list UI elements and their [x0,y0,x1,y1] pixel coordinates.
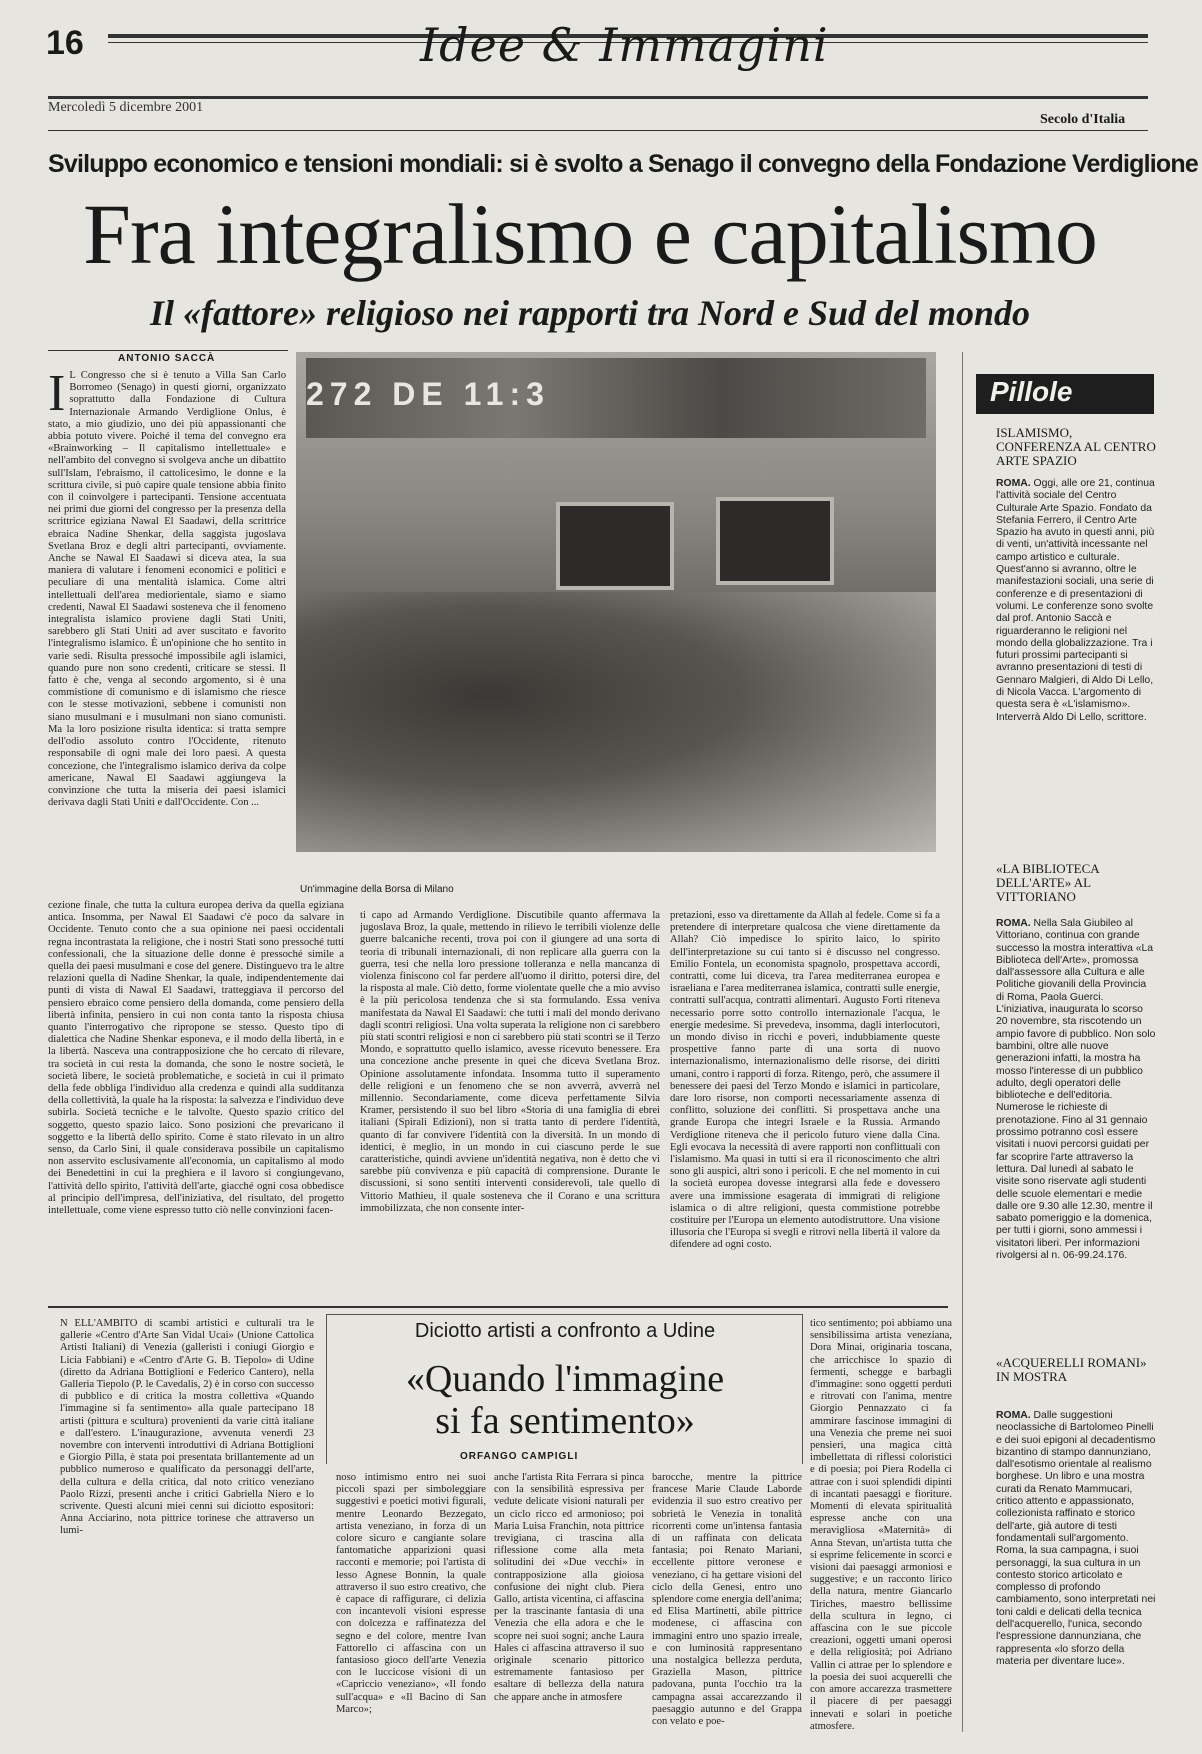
second-article-column-1: N ELL'AMBITO di scambi artistici e culturali tra le gallerie «Centro d'Arte San Vidal Ucai» (Unione Cattolica Artisti Italiani) di Venezia (galleristi i coniugi Giorgio e Licia Fabbiani) e «Centro d'Arte G. B. Tiepolo» di Udine (diretto da Adriana Bottiglioni e Federico Cantero), nella Galleria Tiepolo (P. le Cavedalis, 2) è in corso con successo di pubblico e di critica la mostra collettiva «Quando l'immagine si fa sentimento» alla quale partecipano 18 artisti (pittura e scultura) provenienti da varie città italiane e dall'estero. L'inaugurazione, avvenuta venerdì 23 novembre con interventi introduttivi di Adriana Bottiglioni e Giorgio Pilla, è stata poi presentata brillantemente ad un pubblico numeroso e qualificato da personaggi dell'arte, della cultura e della critica, dal noto critico veneziano Paolo Rizzi, presenti anche i critici Gabriella Niero e lo scrivente. Questi alcuni miei cenni sui diciotto espositori: Anna Acciarino, nota pittrice torinese che attraverso un lumi- [60,1318,314,1537]
second-article-title: «Quando l'immagine si fa sentimento» [405,1358,725,1442]
sidebar-item-title: «LA BIBLIOTECA DELL'ARTE» AL VITTORIANO [996,861,1099,904]
crowd-shape [296,592,936,852]
second-article-title-frame [802,1314,803,1464]
second-article-title-frame [326,1314,327,1464]
monitor-shape [716,497,834,585]
issue-date: Mercoledì 5 dicembre 2001 [48,100,204,115]
second-article-column-2: noso intimismo entro nei suoi piccoli spazi per simboleggiare suggestivi e poetici motivi figurali, mentre Leonardo Bezzegato, artista veneziano, in forza di un colore sicuro e cangiante solare fantomatiche apparizioni quasi racconti e memorie; poi l'artista di lesso Agnese Bonnin, la quale attraverso il suo estro creativo, che è capace di raffigurare, ci delizia con incantevoli visioni espresse con dolcezza e raffinatezza del segno e del colore, mentre Ivan Fattorello ci affascina con un fantasioso gioco dell'arte Venezia con le luccicose visioni di un «Capriccio veneziano», «Il fondo sull'acqua» e «Il Bacino di San Marco»; [336,1472,486,1715]
sidebar-item-title: «ACQUERELLI ROMANI» IN MOSTRA [996,1355,1147,1384]
header-rule-bottom [48,96,1148,99]
sidebar-label: Pillole [990,376,1073,407]
article-byline: ANTONIO SACCÀ [118,353,216,364]
article-column-2: ti capo ad Armando Verdiglione. Discutibile quanto affermava la jugoslava Broz, la quale, mettendo in rilievo le terribili violenze delle guerre balcaniche recenti, trova poi con il giungere ad una sorta di teoria di tribunali internazionali, di non replicare alla guerra con la guerra, tesi che nella loro pressione tolleranza e nella mancanza di violenza finiscono col far perdere all'uomo il diritto, potersi dire, del la risposta al male. Ciò detto, forme violentate quelle che a mio avviso è la più pericolosa tendenza che si sta formulando. Essa veniva manifestata da Nawal El Saadawi: che tutti i mali del mondo derivano dagli scontri religiosi. Una volta superata la religione non ci sarebbero più stati scontri religiosi e non ci sarebbero più stati scontri se il Terzo Mondo, e soprattutto quello islamico, avesse ricevuto benessere. Era una concezione anche presente in quei che diceva Svetlana Broz. Opinione assolutamente infondata. Insomma tutto il superamento delle religioni e un fenomeno che se non avverrà, avverrà nel millennio. Secondariamente, come diceva perfettamente Silvia Kramer, persistendo il suo bel libro «Storia di una famiglia di ebrei italiani (Spirali Edizioni), non si tratta tanto di perdere l'identità, quanto di far convivere l'identità con la diversità. In un mondo di identici, è meglio, in un mondo in cui ciascuno perde le sue caratteristiche, quindi avviene un'identità negativa, non è detto che vi sarebbe più convivenza e più capacità di comprensione. Durante le discussioni, si sono sentiti interventi considerevoli, tale quello di Vittorio Mathieu, il quale sosteneva che il Corano e una scrittura immobilizzata, che non consente inter- [360,910,660,1214]
second-article-kicker: Diciotto artisti a confronto a Udine [414,1320,716,1342]
sidebar-item-body: ROMA. Dalle suggestioni neoclassiche di Bartolomeo Pinelli e dei suoi epigoni al decadentismo bizantino di stampo dannunziano, dall'esotismo orientale al realismo borghese. Un libro e una mostra curati da Renato Mammucari, critico attento e appassionato, collezionista raffinato e storico dell'arte, già autore di testi fondamentali sull'argomento. Roma, la sua campagna, i suoi personaggi, la sua cultura in un contesto storico articolato e complesso di profondo cambiamento, sono interpretati nei toni caldi e delicati della tecnica dell'acquerello, l'unica, secondo l'espressione dannunziana, che rappresenta «lo sforzo della materia per diventare luce». [996,1410,1156,1667]
article-column-1b: cezione finale, che tutta la cultura europea deriva da quella egiziana antica. Insomma, per Nawal El Saadawi c'è poco da salvare in Occidente. Tenuto conto che a sua opinione nei paesi occidentali regna incontrastata la religione, che i nostri Stati sono pressoché tutti confessionali, che la situazione delle donne è pressoché simile a quella dei paesi musulmani e cose del genere. Distinguevo tra le altre relazioni quella di Nadine Shenkar, la quale, indipendentemente dai punti di vista di Nawal El Saadawi, tratteggiava il percorso del pensiero ebraico come pensiero della domanda, come pensiero della libertà infinita, pensiero in cui non conta tanto la risposta chiusa quanto l'interrogativo che ripropone se stesso. Questo tipo di dialettica che Nadine Shenkar esponeva, e il modo della libertà, in e la libertà. Nasceva una contrapposizione che ho cercato di rilevare, tra società in cui resta la domanda, che sono le nostre società, le società libere, le società problematiche, e società in cui il primato della fede obbliga l'individuo alla credenza e quindi alla sudditanza della collettività, la quale ha la risposta: la salvezza e l'individuo deve subirla. Società tecniche e le talvolte. Questo spazio critico del soggetto, questo spazio laico. Sono posizioni che prevaricano il soggetto e la libertà dello spirito. Come è stato rilevato in un altro senso, da Carlo Sini, il quale considerava possibile un capitalismo non asservito esclusivamente all'economia, un capitalismo al modo dei Benedettini in cui la preghiera e il lavoro si congiungevano, l'attività dello spirito, l'attività dell'arte, giacché ogni cosa obbedisce al principio dell'impresa, dell'iniziativa, del risultato, del progetto intellettuale, come viene espresso tutto ciò nelle convinzioni facen- [48,900,344,1217]
second-article-title-frame [326,1314,803,1315]
stock-exchange-photo [296,352,936,852]
photo-caption: Un'immagine della Borsa di Milano [300,884,454,895]
monitor-shape [556,502,674,590]
second-article-column-5: tico sentimento; poi abbiamo una sensibilissima artista veneziana, Dora Minai, originaria toscana, che arricchisce lo spazio di fermenti, schegge e barbagli d'immagine: sono oggetti perduti e ritrovati con l'anima, mentre Giorgio Pennazzato ci fa ammirare fascinose immagini di una Venezia che preme nei suoi pensieri, una magica città imbellettata di riflessi coloristici e di poesia; poi Piera Rodella ci attrae con i suoi splendidi dipinti di incantati paesaggi e fioriture. Momenti di elevata spiritualità espresse anche con una meravigliosa «Maternità» di Anna Stevan, un'artista tutta che si esprime felicemente in scorci e visioni dai paesaggi armoniosi e suggestive; e un racconto lirico della natura, mentre Giancarlo Tiriches, maestro bellissime della scultura in legno, ci affascina con le sue piccole creazioni, oggetti umani operosi e della religiosità; poi Adriano Vallin ci attrae per lo splendore e la poesia dei suoi acquerelli che con amore accarezza trasmettere il piacere di per paesaggi innevati e solari in poetiche atmosfere. [810,1318,952,1732]
second-article-column-4: barocche, mentre la pittrice francese Marie Claude Laborde evidenzia il suo estro creativo per sobrietà le Venezia in tonalità ricorrenti come un'intensa fantasia di un raffinata con delicata fantasia; poi Renato Mariani, eccellente pittore veronese e veneziano, ci ha gettare visioni del ciclo della Genesi, entro uno splendore come energia dell'anima; ed Elisa Martinetti, abile pittrice modenese, ci affascina con immagini entro uno spazio irreale, e con luminosità rappresentano una nostalgica bellezza perduta, Graziella Mason, pittrice padovana, punta l'occhio tra la campagna assai accarezzando il paesaggio autunno e del Grappa con velato e poe- [652,1472,802,1728]
quote-board-text: 272 DE 11:3 [306,376,550,412]
article-column-3: pretazioni, esso va direttamente da Allah al fedele. Come si fa a pretendere di interpretare qualcosa che viene direttamente da Allah? Ciò impedisce lo spirito laico, lo spirito dell'interpretazione su cui tanto si è discusso nel congresso. Emilio Fontela, un economista spagnolo, prospettava accordi, contratti, come lui diceva, tra l'area mediterranea europea e israeliana e l'area mediterranea islamica, contratti sulle energie, contratti sull'acqua, contratti alimentari. Augusto Forti riteneva necessario porre sotto controllo internazionale l'acqua, le energie medesime. Si prevedeva, insomma, dagli interlocutori, un mondo diviso in ricchi e poveri, indubbiamente queste prospettive fanno parte di una sorta di nuovo internazionalismo, internazionalismo delle risorse, dei diritti umani, contro i rapporti di forza. Ritengo, però, che assumere il benessere dei paesi del Terzo Mondo e islamici in particolare, dare loro risorse, non comporti necessariamente assenza di conflitto, soluzione dei conflitti. Si prospettava anche una grande Europa che integri Israele e la Russia. Armando Verdiglione riteneva che il pericolo futuro viene dalla Cina. Egli evocava la necessità di avere rapporti non conflittuali con l'islamismo. Ma quasi in tutti si era il riconoscimento che altri sono gli auspici, altri sono i pericoli. E che nel momento in cui la società europea dovesse integrarsi alla fede e dovessero avere una immissione esagerata di immigrati di religione islamica o di altre religioni, questa commistione potrebbe costituire per l'Europa un elemento autodistruttore. Una visione illusoria che l'Europa si svegli e ritrovi nella libertà il valore da difendere ad ogni costo. [670,910,940,1251]
drop-cap: I [48,370,66,422]
sidebar-item-body: ROMA. Nella Sala Giubileo al Vittoriano, continua con grande successo la mostra interattiva «La Biblioteca dell'Arte», promossa dall'assessore alla Cultura e alle Politiche giovanili della Provincia di Roma, Paola Guerci. L'iniziativa, inaugurata lo scorso 20 novembre, sta riscotendo un ampio favore di pubblico. Non solo bambini, oltre alle nuove generazioni infatti, la mostra ha mosso l'interesse di un pubblico adulto, degli operatori delle biblioteche e dell'editoria. Numerose le richieste di prenotazione. Fino al 31 gennaio prossimo potranno così essere visitati i nuovi percorsi guidati per far scoprire l'arte attraverso la lettura. Dal lunedì al sabato le visite sono riservate agli studenti delle scuole elementari e medie dalle ore 9.30 alle 12.30, mentre il sabato pomeriggio e la domenica, per tutti i giorni, sono ammessi i visitatori liberi. Per informazioni rivolgersi al n. 06-99.24.176. [996,918,1156,1262]
sidebar-item-body: ROMA. Oggi, alle ore 21, continua l'attività sociale del Centro Culturale Arte Spazio. Fondato da Stefania Ferrero, il Centro Arte Spazio ha avuto in questi anni, più di venti, un'attività incessante nel campo artistico e culturale. Quest'anno si avranno, oltre le manifestazioni sociali, una serie di conferenze e di presentazioni di volumi. Le conferenze sono svolte dal prof. Antonio Saccà e riguarderanno le religioni nel mondo della globalizzazione. Tra i futuri prossimi partecipanti si avranno presentazioni di testi di Gennaro Malgieri, di Aldo Di Lello, di Nicola Vacca. L'argomento di questa sera è «L'islamismo». Interverrà Aldo Di Lello, scrittore. [996,478,1155,723]
article-column-1: I L Congresso che si è tenuto a Villa San Carlo Borromeo (Senago) in questi giorni, organizzato soprattutto dalla Fondazione di Cultura Internazionale Armando Verdiglione Onlus, è stato, a mio giudizio, uno dei più appassionanti che abbia potuto vivere. Poiché il tema del convegno era «Brainworking – Il capitalismo intellettuale» e nell'ambito del convegno si svolgeva anche un dibattito sull'Islam, l'ebraismo, il cattolicesimo, le donne e la scrittura civile, si può capire quale tensione abbia finito con il coinvolgere i partecipanti. Tensione accentuata nei primi due giorni del congresso per la presenza della scrittrice egiziana Nawal El Saadawi, della scrittrice ebraica Nadine Shenkar, della saggista jugoslava Svetlana Broz e degli altri partecipanti, ovviamente. Anche se Nawal El Saadawi si diceva atea, la sua maniera di valutare i fenomeni economici e politici e peculiare di una mentalità islamica. Come altri intellettuali dell'area mediorientale, siamo e siamo credenti, Nawal El Saadawi sosteneva che il fenomeno integralista islamico proviene dagli Stati Uniti, sarebbero gli Stati Uniti ad aver suscitato e favorito l'integralismo islamico. È un'opinione che ho sentito in varie sedi. Risulta pressoché impossibile agli islamici, quando pure non sono credenti, criticare se stessi. Il fatto è che, venga al secondo argomento, si è una commistione di comunismo e di islamismo che riesce con le stesse motivazioni, sebbene i comunisti non siano musulmani e i musulmani non siano comunisti. Ma la loro posizione risulta identica: si tratta sempre dell'odio assoluto contro l'Occidente, ritenuto responsabile di ogni male dei loro paesi. A questa concezione, che l'integralismo islamico deriva da colpe americane, Nawal El Saadawi aggiungeva la convinzione che tutta la miseria dei paesi islamici derivava dagli Stati Uniti e dall'Occidente. Con ... [48,370,286,809]
quote-board [306,358,926,438]
sidebar-item-title: ISLAMISMO, CONFERENZA AL CENTRO ARTE SPAZIO [996,425,1156,468]
page-number: 16 [46,24,84,62]
article-headline: Fra integralismo e capitalismo [83,186,1097,282]
second-article-rule [48,1306,948,1308]
byline-rule [48,350,288,351]
article-subhead: Il «fattore» religioso nei rapporti tra Nord e Sud del mondo [149,293,1031,333]
second-article-byline: ORFANGO CAMPIGLI [460,1451,579,1462]
second-article-column-3: anche l'artista Rita Ferrara si pinca con la sensibilità espressiva per vedute delicate visioni naturali per un ciclo ricco ed armonioso; poi Maria Luisa Franchin, nota pittrice trevigiana, ci trascina alla riflessione come alla meta solitudini dei «Due vecchi» in contrapposizione alla gioiosa confusione dei night club. Piera Gallo, artista vicentina, ci affascina per la trascinante fantasia di una Venezia che ella adora e che le scopre nei suoi sogni; anche Laura Hales ci affascina attraverso il suo originale scenario pittorico estremamente fantasioso per esaltare di bellezza della natura che appare anche in atmosfere [494,1472,644,1703]
header-rule-paper [48,130,1148,131]
section-title: Idee & Immagini [420,18,829,72]
newspaper-name: Secolo d'Italia [1040,112,1126,127]
article-kicker: Sviluppo economico e tensioni mondiali: si è svolto a Senago il convegno della Fondazione Verdiglione [48,150,1198,178]
sidebar-divider [962,352,963,1732]
